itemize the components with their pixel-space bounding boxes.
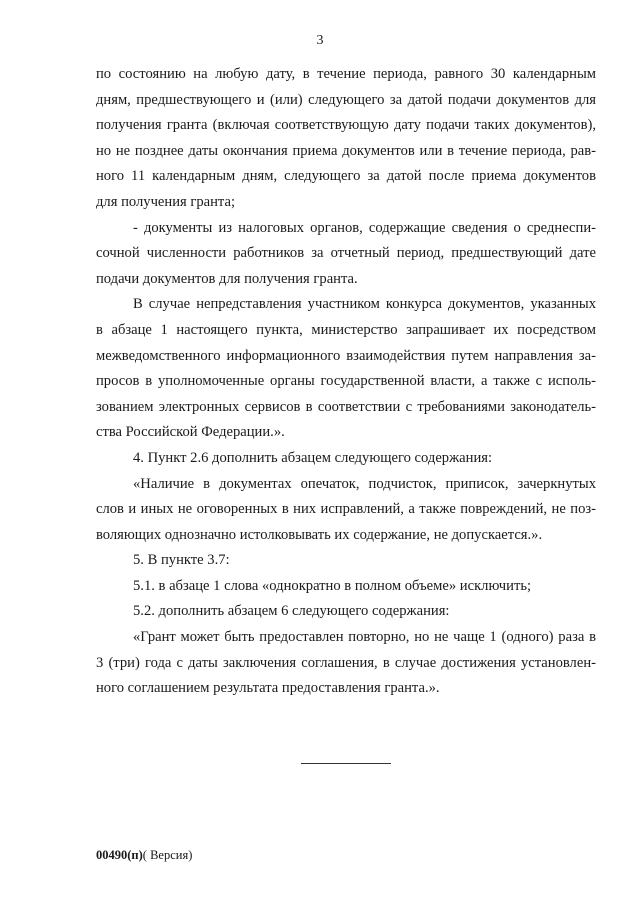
footer-code: 00490(п) xyxy=(96,848,143,862)
text-line: просов в уполномоченные органы государственной власти, а также с исполь- xyxy=(96,373,596,390)
footer xyxy=(96,848,192,863)
text-line: 5.2. дополнить абзацем 6 следующего содержания: xyxy=(133,603,450,620)
text-line: в абзаце 1 настоящего пункта, министерство запрашивает их посредством xyxy=(96,321,596,338)
text-line: дням, предшествующего и (или) следующего за датой подачи документов для xyxy=(96,91,596,108)
text-line: по состоянию на любую дату, в течение периода, равного 30 календарным xyxy=(96,66,596,82)
text-line: «Грант может быть предоставлен повторно, но не чаще 1 (одного) раза в xyxy=(133,629,596,646)
text-line: для получения гранта; xyxy=(96,193,236,210)
text-line: - документы из налоговых органов, содержащие сведения о среднеспи- xyxy=(133,219,596,236)
text-line: 5.1. в абзаце 1 слова «однократно в полном объеме» исключить; xyxy=(133,577,532,594)
footer-suffix: ( Версия) xyxy=(142,848,193,862)
text-line: воляющих однозначно истолковывать их содержание, не допускается.». xyxy=(96,526,543,543)
text-line: но не позднее даты окончания приема документов или в течение периода, рав- xyxy=(96,142,596,159)
text-line: ного соглашением результата предоставления гранта.». xyxy=(96,680,440,697)
text-line: В случае непредставления участником конкурса документов, указанных xyxy=(133,296,596,313)
text-line: ства Российской Федерации.». xyxy=(96,424,285,441)
text-line: межведомственного информационного взаимодействия путем направления за- xyxy=(96,347,596,364)
text-line: ного 11 календарным дням, следующего за датой после приема документов xyxy=(96,168,596,185)
text-line: зованием электронных сервисов в соответствии с требованиями законодатель- xyxy=(96,398,596,415)
text-line: подачи документов для получения гранта. xyxy=(96,270,358,287)
separator-line xyxy=(301,763,391,764)
text-line: 4. Пункт 2.6 дополнить абзацем следующего содержания: xyxy=(133,449,493,466)
text-line: сочной численности работников за отчетный период, предшествующий дате xyxy=(96,245,596,262)
text-line: «Наличие в документах опечаток, подчисток, приписок, зачеркнутых xyxy=(133,475,596,492)
text-line: получения гранта (включая соответствующую дату подачи таких документов), xyxy=(96,117,596,134)
document-body xyxy=(96,62,596,702)
page-number: 3 xyxy=(316,33,324,48)
text-line: 3 (три) года с даты заключения соглашения, в случае достижения установлен- xyxy=(96,654,596,671)
text-line: 5. В пункте 3.7: xyxy=(133,552,230,569)
text-line: слов и иных не оговоренных в них исправлений, а также повреждений, не поз- xyxy=(96,501,596,518)
